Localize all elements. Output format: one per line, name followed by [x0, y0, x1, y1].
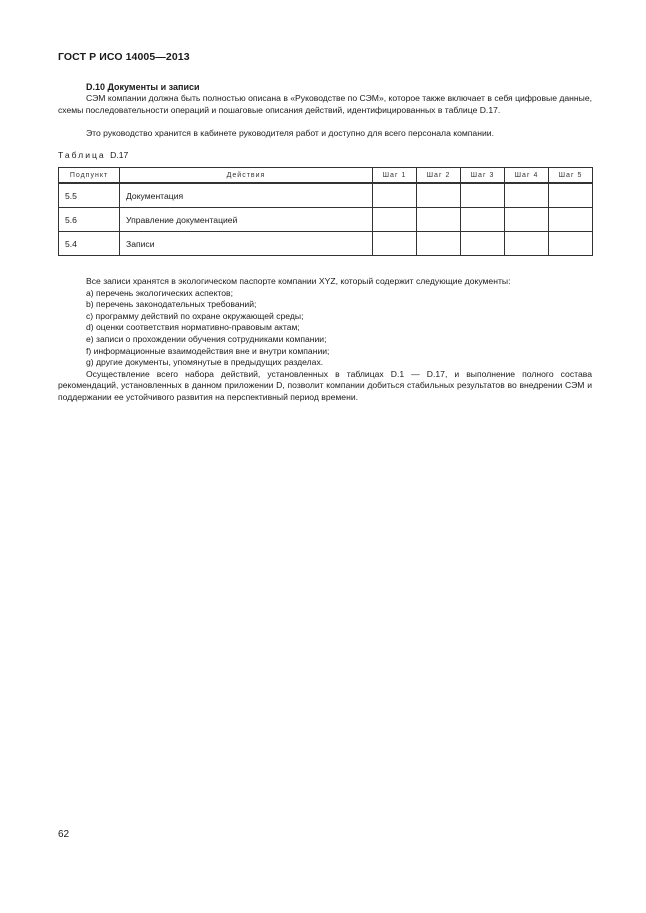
column-header: Шаг 3	[461, 168, 505, 184]
list-item: a) перечень экологических аспектов;	[86, 287, 233, 298]
column-header: Шаг 1	[373, 168, 417, 184]
list-item: e) записи о прохождении обучения сотрудниками компании;	[86, 333, 327, 344]
step-cell	[461, 183, 505, 208]
table-row	[59, 208, 593, 232]
column-header: Шаг 2	[417, 168, 461, 184]
column-header: Действия	[120, 168, 373, 184]
paragraph-manual-description	[58, 93, 592, 116]
records-intro: Все записи хранятся в экологическом паспорте компании XYZ, который содержит следующие документы:	[86, 276, 511, 286]
paragraph-manual-location	[58, 128, 592, 140]
paragraph-text: СЭМ компании должна быть полностью описана в «Руководстве по СЭМ», которое также включает в себя цифровые данные, схемы последовательности операций и пошаговые описания действий, идентифицированных в таблице D.17.	[58, 93, 592, 115]
action-cell: Документация	[120, 183, 373, 208]
subclause-cell: 5.5	[59, 183, 120, 208]
column-header: Шаг 4	[505, 168, 549, 184]
records-section	[58, 276, 592, 404]
subclause-cell: 5.4	[59, 232, 120, 256]
table-row	[59, 232, 593, 256]
action-cell: Управление документацией	[120, 208, 373, 232]
table-caption-word: Таблица	[58, 150, 106, 160]
table-caption-number: D.17	[110, 150, 129, 160]
step-cell	[505, 208, 549, 232]
step-cell	[417, 208, 461, 232]
list-item: b) перечень законодательных требований;	[86, 299, 257, 310]
list-item: c) программу действий по охране окружающей среды;	[86, 310, 304, 321]
step-cell	[373, 232, 417, 256]
steps-table	[58, 167, 593, 256]
column-header: Подпункт	[59, 168, 120, 184]
list-item: d) оценки соответствия нормативно-правовым актам;	[86, 322, 300, 333]
list-item: f) информационные взаимодействия вне и внутри компании;	[86, 345, 330, 356]
section-title: D.10 Документы и записи	[86, 82, 200, 92]
conclusion-paragraph	[58, 369, 592, 404]
step-cell	[505, 183, 549, 208]
step-cell	[461, 208, 505, 232]
document-header: ГОСТ Р ИСО 14005—2013	[58, 51, 190, 63]
step-cell	[549, 208, 593, 232]
table-caption	[58, 150, 128, 160]
step-cell	[373, 183, 417, 208]
subclause-cell: 5.6	[59, 208, 120, 232]
step-cell	[417, 183, 461, 208]
page-number: 62	[58, 829, 70, 840]
paragraph-text: Осуществление всего набора действий, установленных в таблицах D.1 — D.17, и выполнение полного состава рекомендаций, установленных в данном приложении D, позволит компании добиться стабильных результатов во внедрении СЭМ и поддержании ее устойчивого развития на перспективный период времени.	[58, 368, 592, 402]
list-item: g) другие документы, упомянутые в предыдущих разделах.	[86, 357, 324, 368]
step-cell	[505, 232, 549, 256]
step-cell	[549, 183, 593, 208]
step-cell	[549, 232, 593, 256]
step-cell	[417, 232, 461, 256]
table-header-row	[59, 168, 593, 184]
step-cell	[373, 208, 417, 232]
step-cell	[461, 232, 505, 256]
table-row	[59, 183, 593, 208]
paragraph-text: Это руководство хранится в кабинете руководителя работ и доступно для всего персонала компании.	[86, 128, 494, 138]
column-header: Шаг 5	[549, 168, 593, 184]
action-cell: Записи	[120, 232, 373, 256]
